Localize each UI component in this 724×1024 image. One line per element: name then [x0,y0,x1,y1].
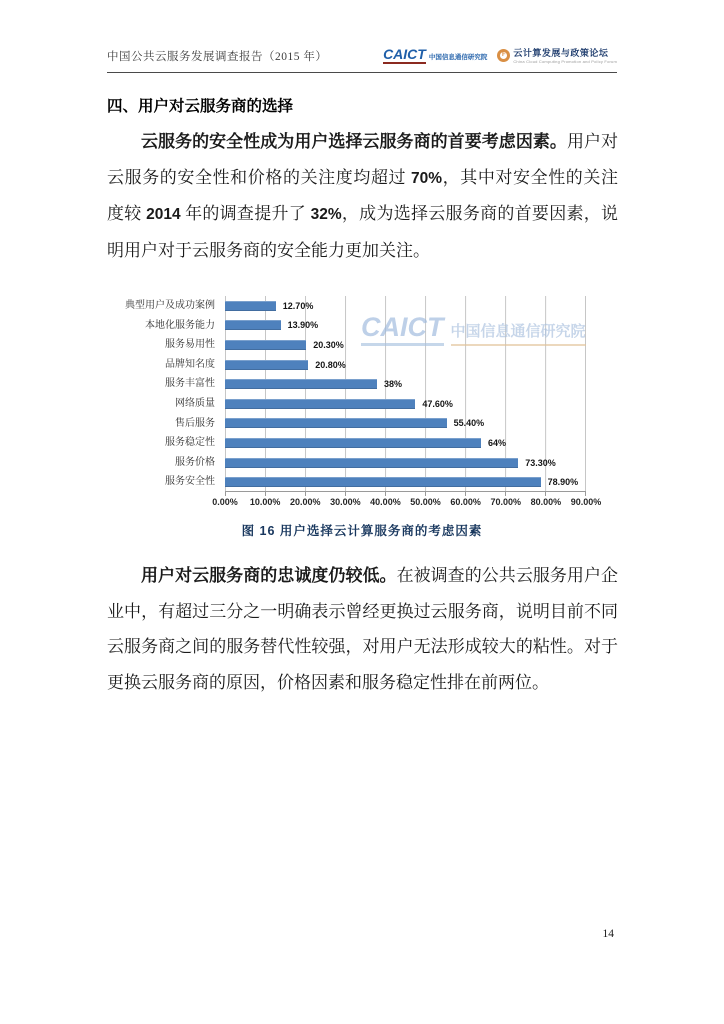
bar [225,340,306,350]
value-label: 20.80% [315,359,346,370]
text-segment: 32% [310,206,342,223]
value-label: 73.30% [525,457,556,468]
value-label: 13.90% [287,320,319,331]
x-axis-tick-label: 80.00% [530,497,562,507]
value-label: 78.90% [547,477,579,488]
text-segment: 云服务的安全性成为用户选择云服务商的首要考虑因素。 [141,132,567,151]
bar [225,301,276,311]
page-number: 14 [602,928,614,940]
value-label: 20.30% [313,339,344,350]
x-axis-tick-label: 20.00% [289,497,321,507]
report-title: 中国公共云服务发展调查报告（2015 年） [107,51,328,63]
x-axis-tick-label: 0.00% [212,497,238,507]
x-axis-tick-label: 30.00% [330,497,361,507]
value-label: 38% [384,379,403,390]
forum-name-text: 云计算发展与政策论坛 [513,48,609,58]
caict-watermark [361,314,586,346]
category-label: 服务价格 [175,456,215,468]
forum-subtitle-text: China Cloud Computing Promotion and Policy Forum [513,59,617,64]
chart-x-axis [212,495,602,509]
paragraph-1 [107,124,618,268]
header-logos [383,46,617,64]
header-divider [107,72,617,73]
bar [225,458,518,468]
bar [225,399,415,409]
category-label: 品牌知名度 [165,358,215,370]
text-segment: 2014 [146,206,181,223]
category-label: 服务安全性 [165,476,215,488]
section-title: 四、用户对云服务商的选择 [107,98,294,115]
category-label: 售后服务 [175,417,215,429]
x-axis-tick-label: 10.00% [249,497,281,507]
bar [225,438,481,448]
figure-caption: 图 16 用户选择云计算服务商的考虑因素 [241,524,483,538]
value-label: 47.60% [422,398,453,409]
watermark-subtitle-text: 中国信息通信研究院 [451,320,586,346]
category-label: 典型用户及成功案例 [125,300,215,311]
x-axis-tick-label: 60.00% [450,497,481,507]
bar [225,360,308,370]
category-label: 服务易用性 [165,339,215,351]
text-segment: 在被调查的公共云服务用户企业中，有超过三分之一明确表示曾经更换过云服务商，说明目前不同云服务商之间的服务替代性较强，对用户无法形成较大的粘性。对于更换云服务商的原因，价格因素和服务稳定性排在前两位。 [107,566,619,692]
value-label: 64% [488,437,507,448]
forum-logo-texts [513,46,617,64]
x-axis-tick-label: 50.00% [410,497,441,507]
value-label: 12.70% [282,300,314,311]
text-segment: ，成为选择云服务商的首要因素，说明用户对于云服务商的安全能力更加关注。 [107,204,619,260]
forum-ring-icon: F [497,49,510,62]
caict-brand-text: CAICT [383,45,426,62]
bar [225,320,281,330]
x-axis-tick-label: 70.00% [490,497,522,507]
text-segment: ，其中对安全性的关注度较 [107,167,619,223]
paragraph-2 [107,558,618,700]
text-segment: 用户对云服务的安全性和价格的关注度均超过 [107,132,619,187]
x-axis-tick-label: 90.00% [570,497,602,507]
watermark-brand-text: CAICT [361,314,444,346]
bar [225,477,541,487]
caict-subtitle-text: 中国信息通信研究院 [428,53,488,61]
forum-logo [497,46,617,64]
chart-category-labels [107,296,219,492]
category-label: 服务丰富性 [165,378,215,390]
category-label: 本地化服务能力 [145,319,215,331]
bar [225,379,377,389]
caict-logo [383,47,487,64]
text-segment: 年的调查提升了 [180,204,311,223]
text-segment: 70% [411,169,443,187]
text-segment: 用户对云服务商的忠诚度仍较低。 [141,566,397,585]
category-label: 网络质量 [175,398,215,409]
bar [225,418,447,428]
chart-plot [225,296,586,492]
value-label: 55.40% [453,418,485,429]
page-header [107,46,617,64]
x-axis-tick-label: 40.00% [370,497,401,507]
category-label: 服务稳定性 [165,437,215,449]
bar-chart [107,292,617,512]
